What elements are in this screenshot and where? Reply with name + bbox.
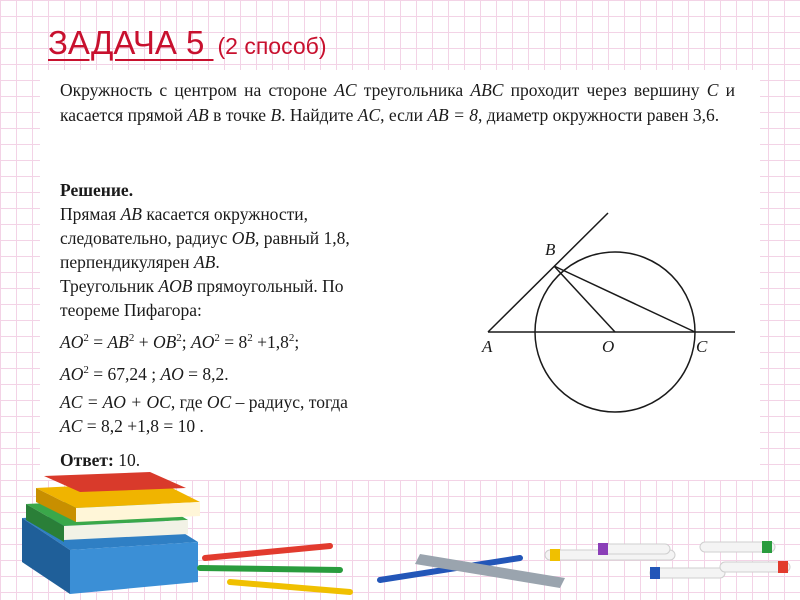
answer [60,450,140,471]
answer-value: 10. [113,450,141,470]
solution-math: AB [120,204,142,224]
exponent: 2 [214,332,220,344]
math-value: = 8 [219,331,248,352]
math-expression: AC = AO + OC [60,391,171,412]
equation-pythagoras [60,326,420,354]
radius-ob [554,266,615,332]
math-operator: = [88,331,108,352]
math-operator: ; [181,331,192,352]
problem-statement [60,78,735,128]
math-symbol: OC [206,391,232,412]
solution-text: Прямая [60,204,121,224]
problem-text: в точке [208,105,271,125]
math-symbol: OB [152,331,177,352]
answer-label: Ответ: [60,450,114,470]
math-value: = 8,2 +1,8 = 10 [82,415,196,436]
solution-text: перпендикулярен [60,252,194,272]
title-main: ЗАДАЧА 5 [48,24,214,61]
problem-math: AB [187,105,209,125]
problem-text: . Найдите [281,105,358,125]
problem-text: , диаметр окружности равен 3,6. [478,105,720,125]
problem-text: треугольника [356,80,471,100]
solution-line [60,202,420,226]
geometry-diagram [470,205,745,430]
exponent: 2 [176,332,182,344]
solution-text: касается окружности, [141,204,309,224]
tangent-ab [488,213,608,332]
solution-text: . [215,252,220,272]
math-symbol: AB [107,331,129,352]
problem-text: , если [380,105,428,125]
exponent: 2 [288,332,295,344]
solution-text: , где [170,391,207,412]
exponent: 2 [128,332,135,344]
label-o: O [602,337,615,356]
problem-math: AC [334,80,357,100]
solution-math: AOB [158,276,193,296]
books-illustration [22,472,200,594]
solution-math: OB [231,228,256,248]
equation-ac [60,390,420,414]
label-b: B [545,240,556,259]
math-symbol: AC [60,415,83,436]
solution-heading: Решение. [60,180,134,200]
segment-bc [554,266,695,332]
math-value: = 67,24 ; [88,363,161,384]
problem-math: AC [357,105,381,125]
problem-text: и касается прямой [60,80,735,125]
solution-line [60,250,420,274]
problem-text: проходит через вершину [503,80,707,100]
solution-block [60,178,420,438]
math-operator: . [195,415,204,436]
markers-illustration [545,541,790,579]
stationery-decoration [0,470,800,600]
problem-math: B [270,105,282,125]
page-title [48,24,327,62]
solution-line [60,226,420,250]
label-c: C [696,337,708,356]
solution-text: – радиус, тогда [231,391,348,412]
problem-math: C [706,80,719,100]
problem-math: AB = 8 [427,105,479,125]
math-symbol: AO [60,363,84,384]
equation-ao [60,358,420,386]
problem-math: ABC [470,80,504,100]
solution-text: прямоугольный. По [192,276,344,296]
title-subtitle: (2 способ) [217,33,327,59]
exponent: 2 [83,363,89,376]
math-value: +1,8 [252,331,289,352]
problem-text: Окружность с центром на стороне [60,80,335,100]
equation-result [60,414,420,438]
solution-math: AB [193,252,216,272]
math-value: = 8,2. [183,363,229,384]
label-a: A [482,337,493,356]
solution-line: теореме Пифагора: [60,300,202,320]
math-operator: ; [294,331,300,352]
exponent: 2 [247,332,253,344]
math-symbol: AO [191,331,215,352]
solution-text: , равный 1,8, [255,228,350,248]
math-operator: + [134,331,153,352]
math-symbol: AO [160,363,184,384]
solution-text: следовательно, радиус [60,228,232,248]
solution-line [60,274,420,298]
math-symbol: AO [60,331,84,352]
solution-text: Треугольник [60,276,159,296]
exponent: 2 [83,332,89,344]
